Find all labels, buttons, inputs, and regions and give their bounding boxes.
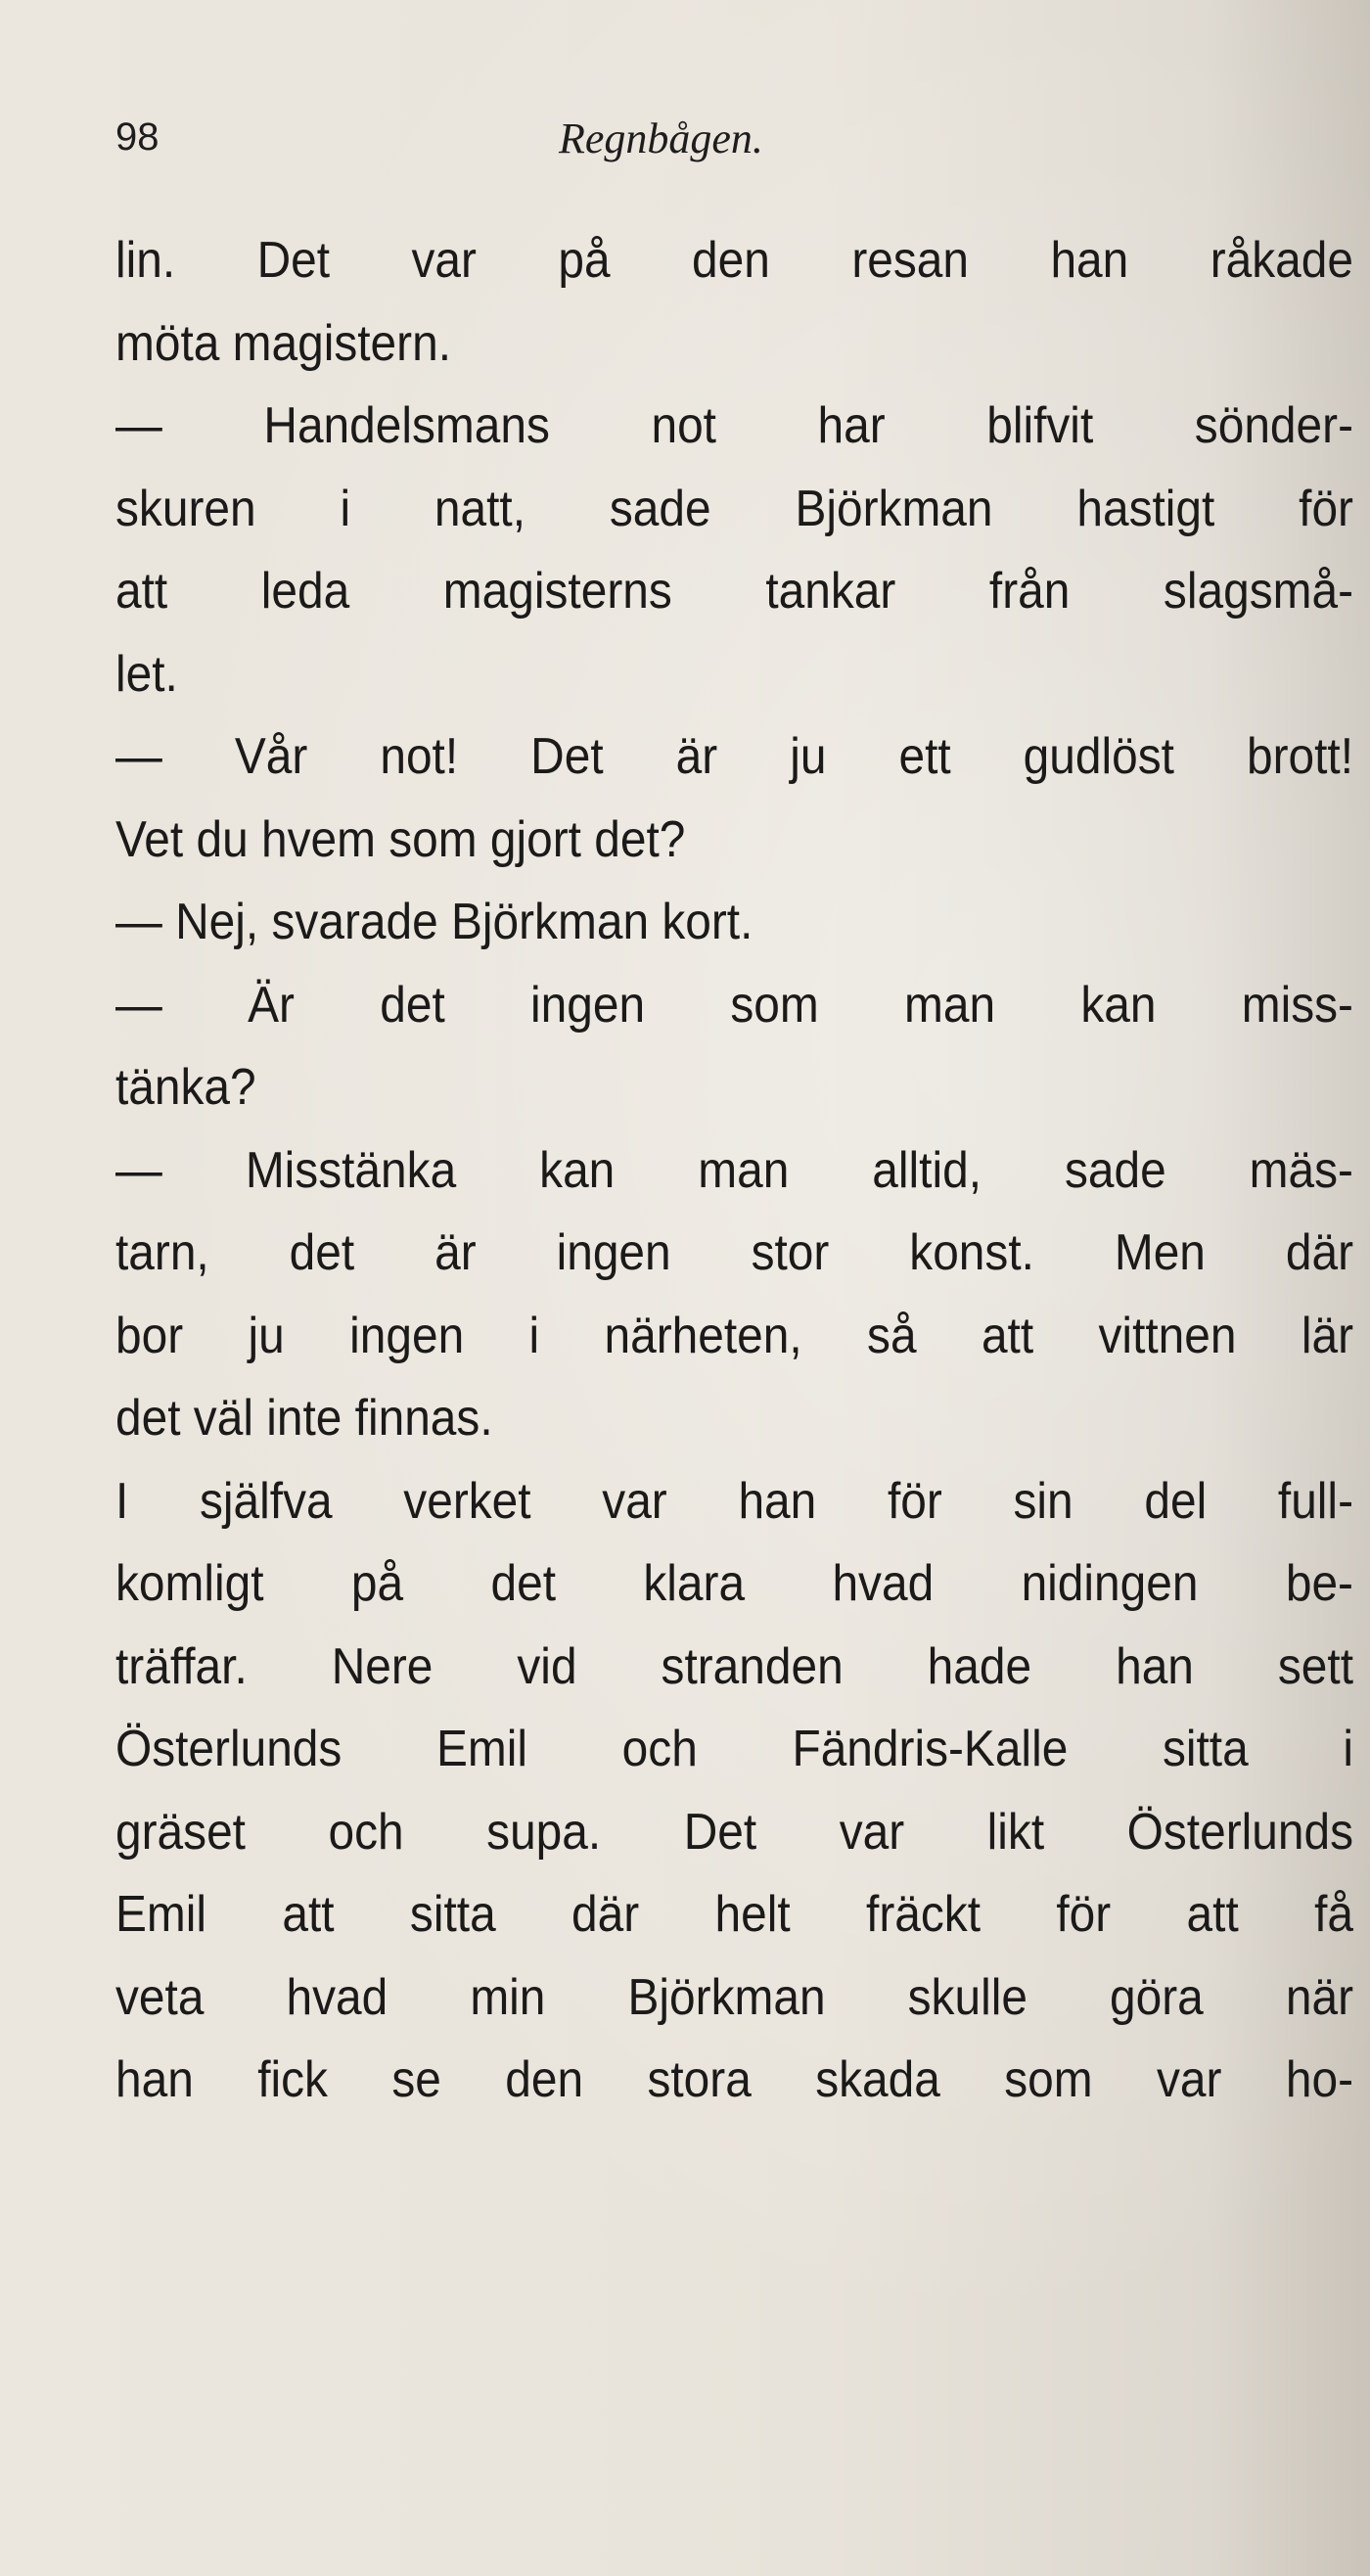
text-line: komligt på det klara hvad nidingen be- xyxy=(115,1555,1353,1612)
text-line: Österlunds Emil och Fändris-Kalle sitta i xyxy=(115,1721,1353,1777)
text-line: möta magistern. xyxy=(115,314,451,372)
body-text xyxy=(115,219,1353,2122)
text-line: bor ju ingen i närheten, så att vittnen lär xyxy=(115,1307,1353,1364)
text-line: gräset och supa. Det var likt Österlunds xyxy=(115,1803,1353,1861)
text-line: veta hvad min Björkman skulle göra när xyxy=(115,1968,1353,2026)
text-line: skuren i natt, sade Björkman hastigt för xyxy=(115,480,1353,537)
running-head xyxy=(115,106,1241,174)
text-line: han fick se den stora skada som var ho- xyxy=(115,2051,1353,2108)
text-line: — Nej, svarade Björkman kort. xyxy=(115,894,754,950)
text-line: tänka? xyxy=(115,1059,256,1116)
text-line: tarn, det är ingen stor konst. Men där xyxy=(115,1224,1353,1281)
text-line: träffar. Nere vid stranden hade han sett xyxy=(115,1637,1353,1695)
running-title: Regnbågen. xyxy=(559,115,763,162)
text-line: Emil att sitta där helt fräckt för att få xyxy=(115,1886,1353,1943)
text-line: let. xyxy=(115,645,178,703)
text-line: lin. Det var på den resan han råkade xyxy=(115,232,1353,289)
page-number: 98 xyxy=(115,115,160,159)
text-line: — Misstänka kan man alltid, sade mäs- xyxy=(115,1141,1353,1199)
text-line: I själfva verket var han för sin del full- xyxy=(115,1472,1353,1530)
text-line: Vet du hvem som gjort det? xyxy=(115,810,686,868)
text-line: — Handelsmans not har blifvit sönder- xyxy=(115,397,1353,454)
text-line: — Vår not! Det är ju ett gudlöst brott! xyxy=(115,728,1353,785)
text-line: — Är det ingen som man kan miss- xyxy=(115,976,1353,1034)
text-line: att leda magisterns tankar från slagsmå- xyxy=(115,563,1353,620)
text-line: det väl inte finnas. xyxy=(115,1390,493,1447)
